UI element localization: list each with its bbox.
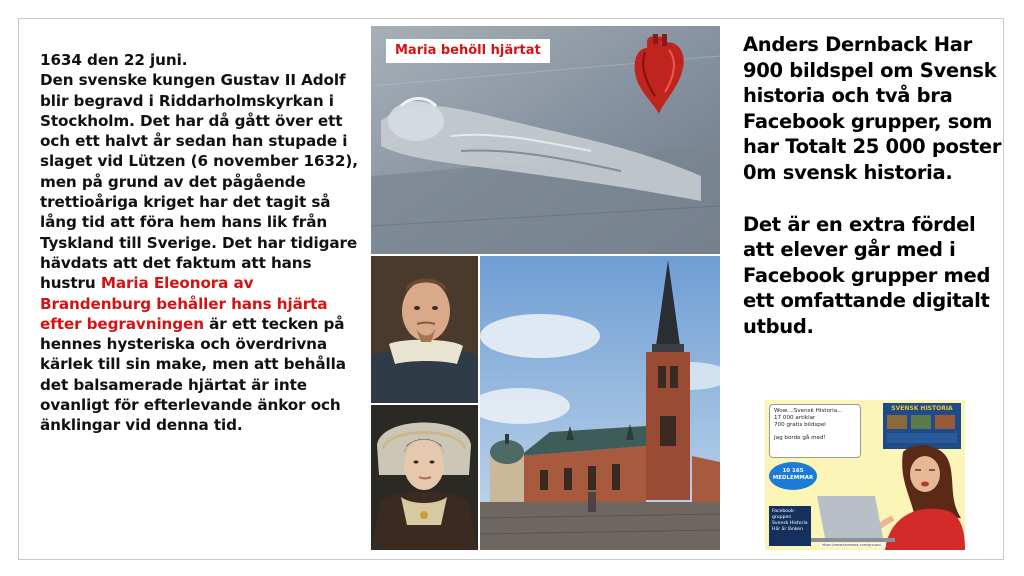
tomb-caption: Maria behöll hjärtat [386, 39, 550, 63]
facebook-link-box[interactable] [769, 506, 811, 546]
gustav-adolf-portrait [371, 256, 478, 403]
church-illustration [480, 256, 720, 550]
bubble-line: 17 000 artiklar [774, 415, 816, 421]
advert-title: SVENSK HISTORIA [891, 405, 953, 412]
facebook-group-advert[interactable] [765, 400, 965, 550]
king-portrait-illustration [371, 256, 478, 403]
fb-line: Svensk Historia [772, 521, 808, 526]
bubble-line: Wow....Svensk Historia... [774, 408, 843, 414]
history-text-outro: är ett tecken på hennes hysteriska och överdrivna kärlek till sin make, men att behålla det balsamerade hjärtat är inte ovanligt för efterlevande änkor och änklingar vid denna tid. [40, 314, 346, 435]
author-info-text [743, 32, 1003, 340]
history-text [40, 50, 360, 436]
maria-eleonora-portrait [371, 405, 478, 550]
fb-line: gruppen [772, 515, 792, 520]
history-text-intro: 1634 den 22 juni. Den svenske kungen Gustav II Adolf blir begravd i Riddarholmskyrkan i Stockholm. Det har då gått över ett och ett halvt år sedan han stupade i slaget vid Lützen (6 november 1632), men på grund av det pågående trettioåriga kriget har det tagit så lång tid att föra hem hans lik från Tyskland till Sverige. Det har tidigare hävdats att det faktum att hans hustru [40, 51, 358, 293]
members-label: MEDLEMMAR [772, 475, 814, 481]
queen-portrait-illustration [371, 405, 478, 550]
riddarholmskyrkan-photo [480, 256, 720, 550]
fb-line: Facebook- [772, 509, 796, 514]
author-paragraph: Anders Dernback Har 900 bildspel om Svensk historia och två bra Facebook grupper, som har Totalt 25 000 poster 0m svensk historia. [743, 33, 1002, 184]
bubble-line: Jag borde gå med! [774, 435, 826, 441]
facebook-benefit-paragraph: Det är en extra fördel att elever går med i Facebook grupper med ett omfattande digitalt utbud. [743, 212, 991, 338]
history-text-highlight: Maria Eleonora av Brandenburg behåller hans hjärta efter begravningen [40, 274, 328, 333]
tomb-effigy-image [371, 26, 720, 254]
bubble-line: 700 gratis bildspel [774, 422, 826, 428]
facebook-url[interactable]: https://www.facebook.com/groups/... [822, 543, 885, 547]
members-count: 10 165 [782, 468, 804, 474]
fb-line: Här är länken [772, 527, 804, 532]
